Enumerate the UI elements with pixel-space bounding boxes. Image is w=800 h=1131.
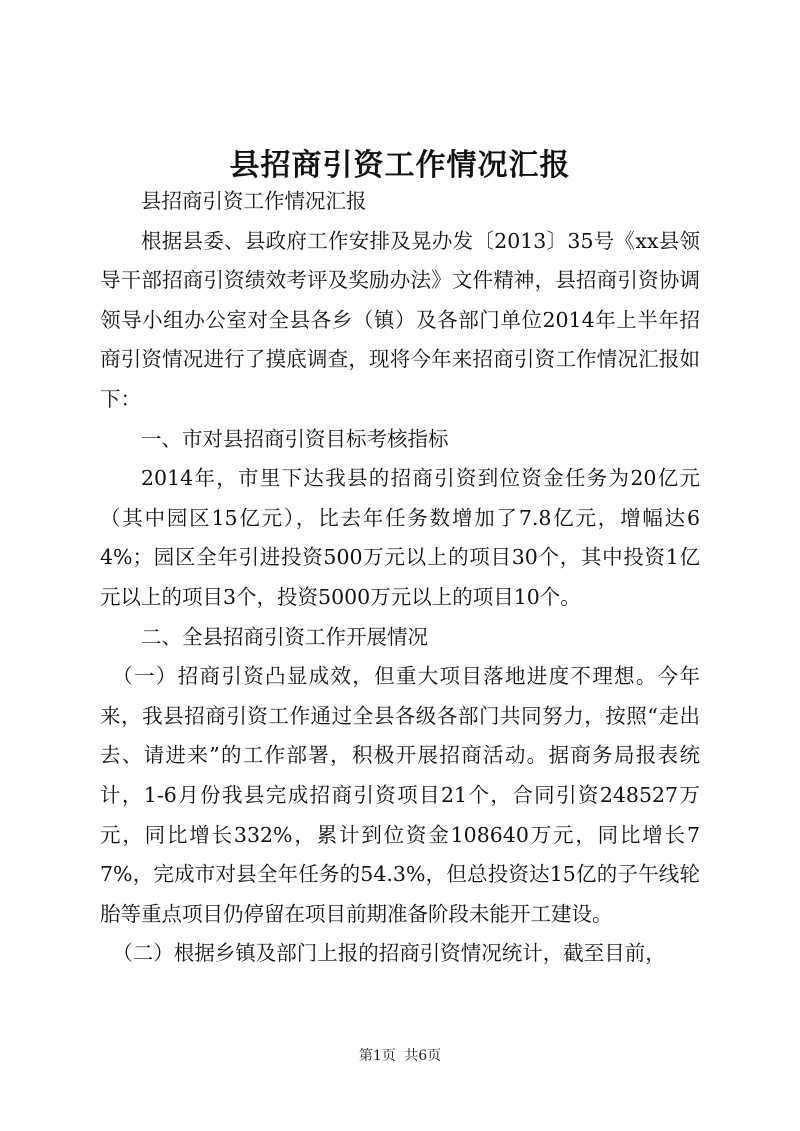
paragraph-heading-repeat: 县招商引资工作情况汇报 bbox=[141, 189, 367, 213]
paragraph-subsection-1: （一）招商引资凸显成效，但重大项目落地进度不理想。今年来，我县招商引资工作通过全县各级各部门共同努力，按照“走出去、请进来”的工作部署，积极开展招商活动。据商务局报表统计，1-6月份我县完成招商引资项目21个，合同引资248527万元，同比增长332%，累计到位资金108640万元，同比增长77%，完成市对县全年任务的54.3%，但总投资达15亿的子午线轮胎等重点项目仍停留在项目前期准备阶段未能开工建设。 bbox=[100, 664, 700, 926]
page-footer bbox=[0, 1045, 800, 1065]
paragraph-intro: 根据县委、县政府工作安排及晃办发〔2013〕35号《xx县领导干部招商引资绩效考评及奖励办法》文件精神，县招商引资协调领导小组办公室对全县各乡（镇）及各部门单位2014年上半年招商引资情况进行了摸底调查，现将今年来招商引资工作情况汇报如下： bbox=[100, 228, 700, 411]
document-title: 县招商引资工作情况汇报 bbox=[229, 148, 571, 183]
document-body bbox=[100, 182, 700, 974]
paragraph-targets: 2014年，市里下达我县的招商引资到位资金任务为20亿元（其中园区15亿元），比去年任务数增加了7.8亿元，增幅达64%；园区全年引进投资500万元以上的项目30个，其中投资1亿元以上的项目3个，投资5000万元以上的项目10个。 bbox=[100, 466, 700, 609]
section-heading-1: 一、市对县招商引资目标考核指标 bbox=[141, 426, 449, 451]
section-heading-2: 二、全县招商引资工作开展情况 bbox=[141, 624, 428, 649]
page-number: 第1页 bbox=[358, 1048, 396, 1064]
paragraph-subsection-2: （二）根据乡镇及部门上报的招商引资情况统计，截至目前， bbox=[112, 941, 666, 966]
page-total: 共6页 bbox=[404, 1048, 442, 1064]
